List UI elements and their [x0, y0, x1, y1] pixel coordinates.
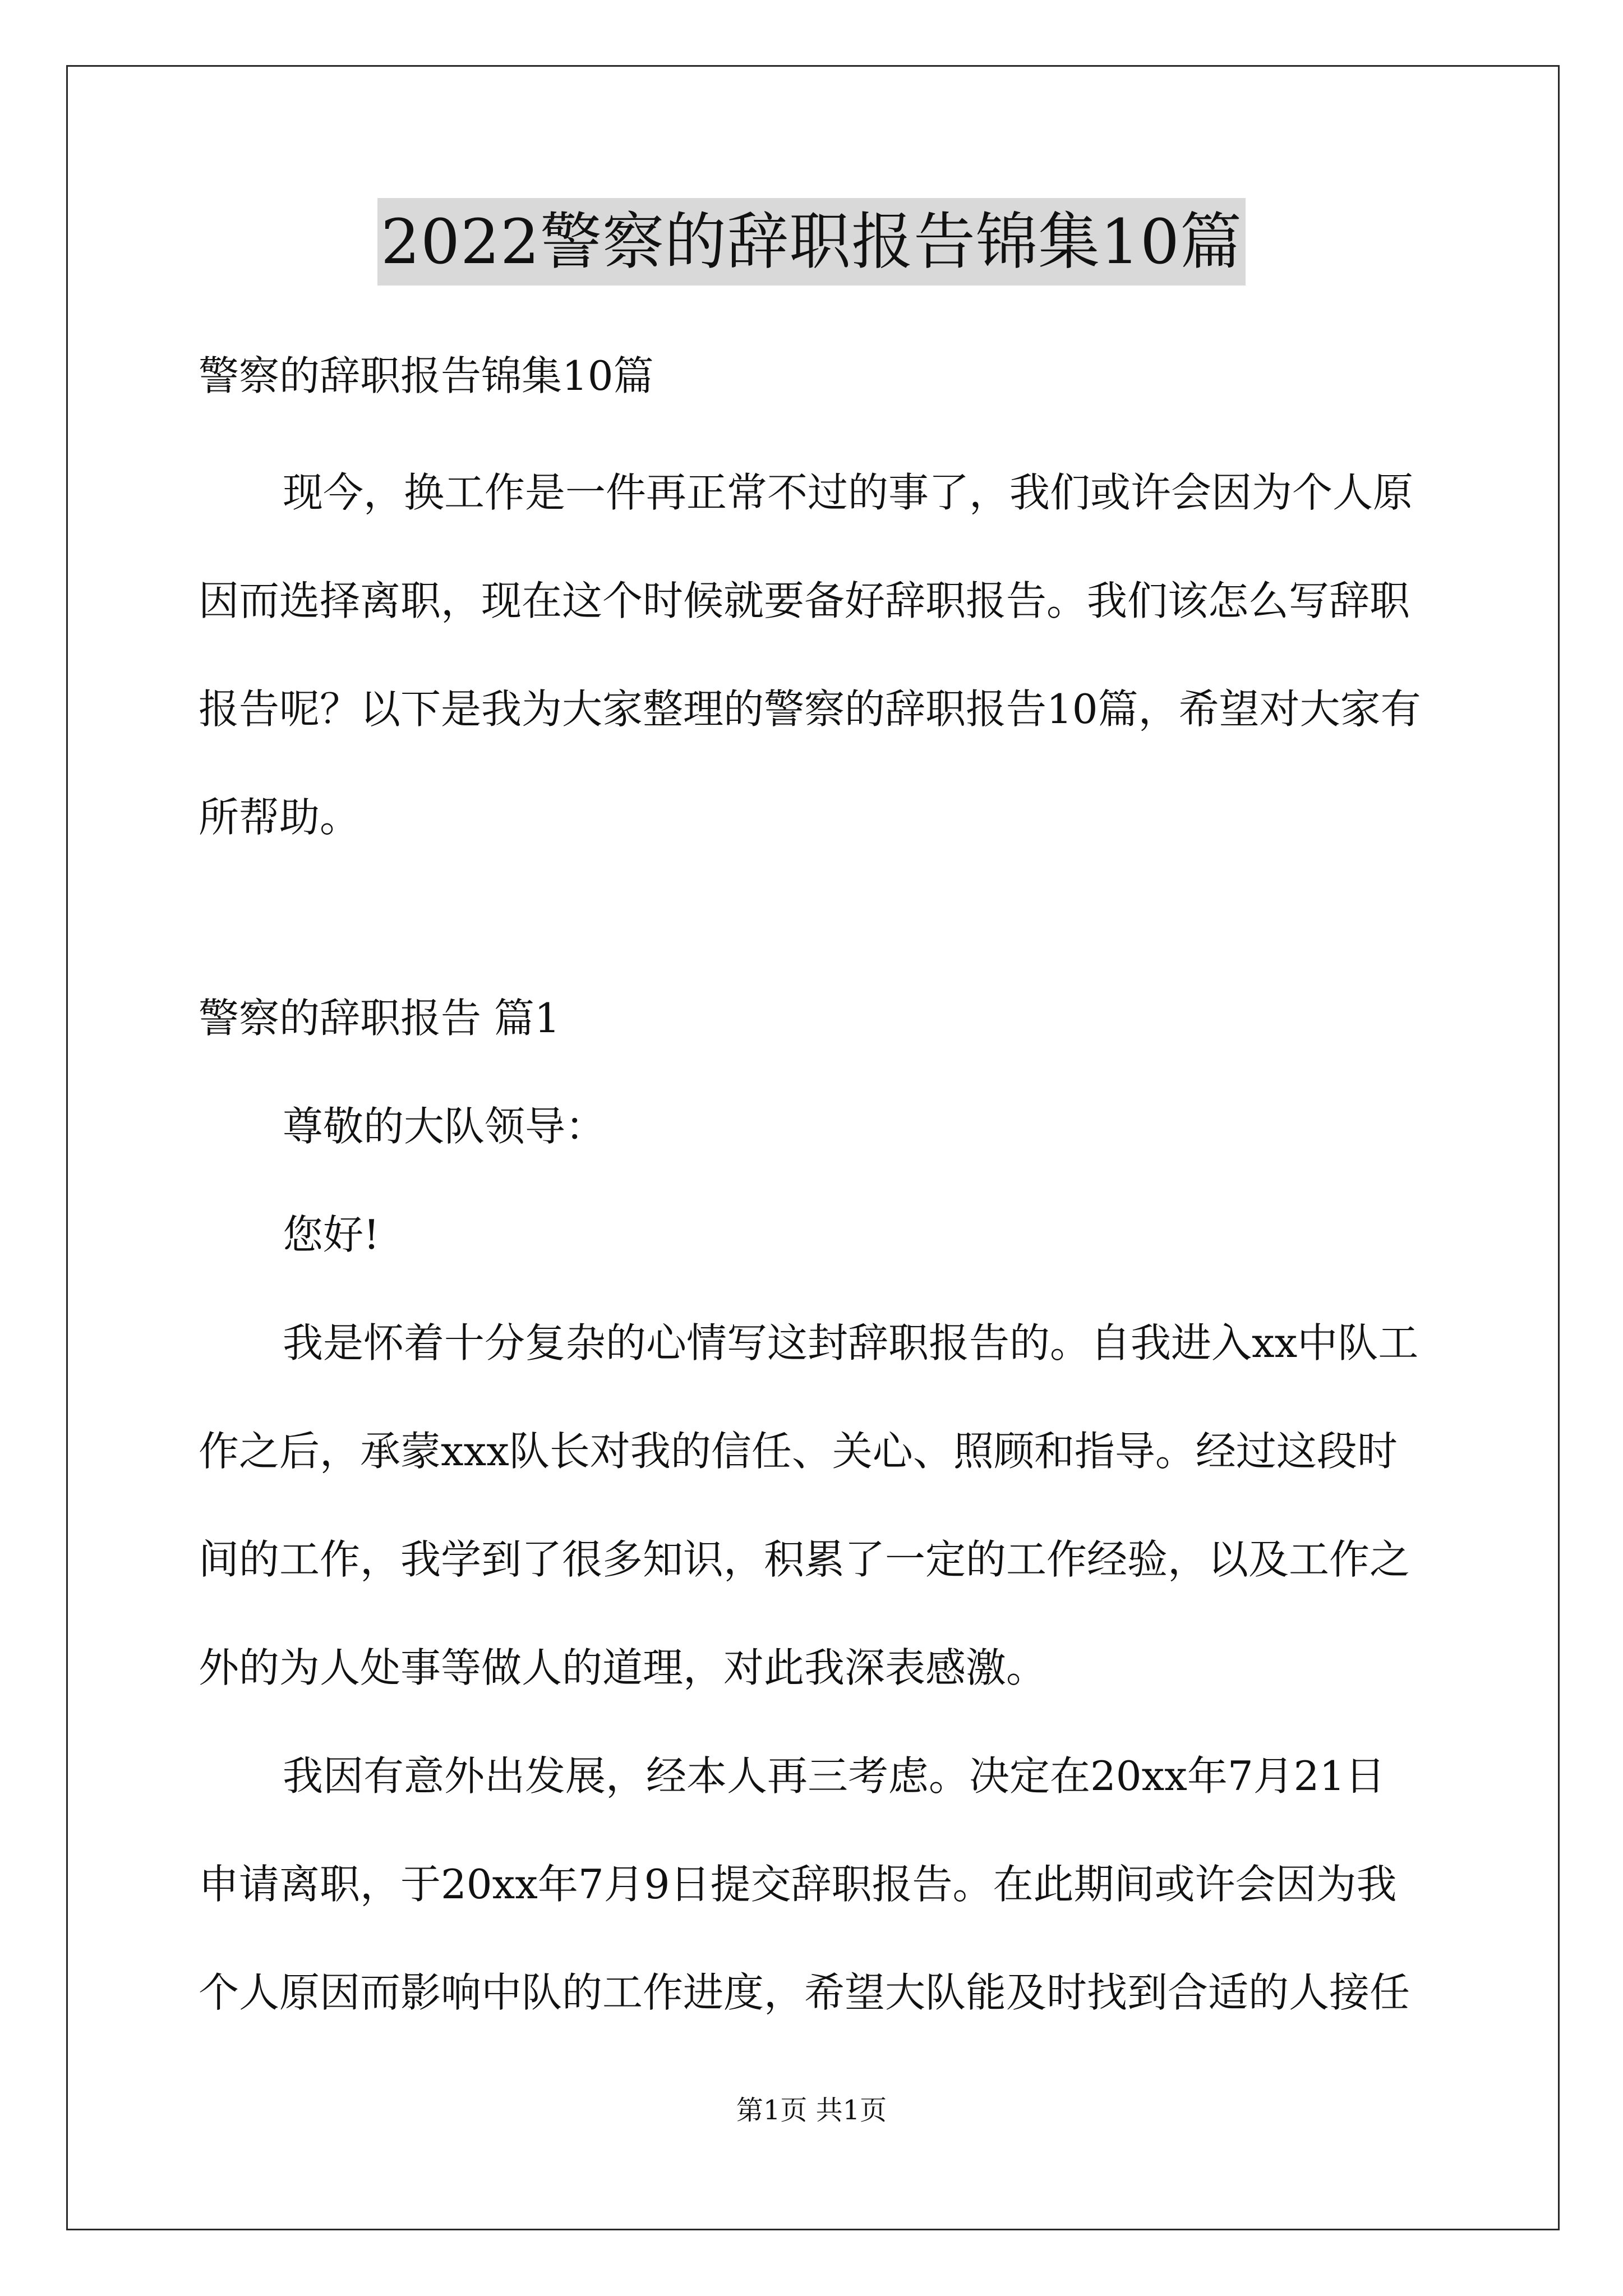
greeting: 您好!: [283, 1211, 380, 1258]
document-title: 2022警察的辞职报告锦集10篇: [377, 198, 1246, 286]
paragraph-line: 外的为人处事等做人的道理，对此我深表感激。: [199, 1644, 1047, 1691]
paragraph-line: 作之后，承蒙xxx队长对我的信任、关心、照顾和指导。经过这段时: [199, 1428, 1398, 1475]
intro-line: 现今，换工作是一件再正常不过的事了，我们或许会因为个人原: [283, 469, 1414, 516]
intro-line: 所帮助。: [199, 794, 361, 841]
intro-line: 报告呢？以下是我为大家整理的警察的辞职报告10篇，希望对大家有: [199, 685, 1421, 733]
paragraph-line: 间的工作，我学到了很多知识，积累了一定的工作经验，以及工作之: [199, 1536, 1410, 1583]
intro-line: 因而选择离职，现在这个时候就要备好辞职报告。我们该怎么写辞职: [199, 577, 1410, 624]
page-footer: 第1页 共1页: [736, 2095, 887, 2126]
document-subtitle: 警察的辞职报告锦集10篇: [199, 352, 654, 399]
paragraph-line: 我因有意外出发展，经本人再三考虑。决定在20xx年7月21日: [283, 1752, 1386, 1800]
paragraph-line: 个人原因而影响中队的工作进度，希望大队能及时找到合适的人接任: [199, 1969, 1410, 2016]
paragraph-line: 我是怀着十分复杂的心情写这封辞职报告的。自我进入xx中队工: [283, 1319, 1419, 1366]
title-container: [0, 198, 1623, 286]
paragraph-line: 申请离职，于20xx年7月9日提交辞职报告。在此期间或许会因为我: [199, 1861, 1397, 1908]
section-heading: 警察的辞职报告 篇1: [199, 995, 560, 1042]
salutation: 尊敬的大队领导：: [283, 1103, 606, 1150]
